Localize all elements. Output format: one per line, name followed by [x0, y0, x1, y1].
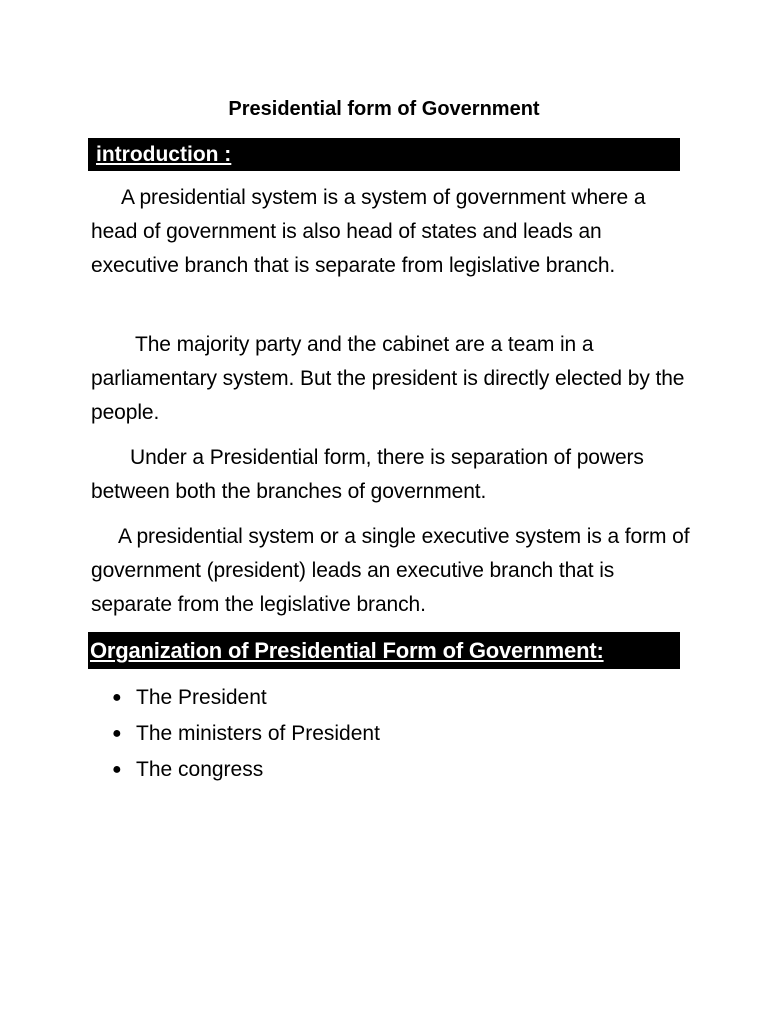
intro-paragraph-2: The majority party and the cabinet are a team in a parliamentary system. But the president is directly elected by the people. [91, 333, 685, 424]
bullet-icon: ● [112, 761, 122, 778]
intro-paragraph-1: A presidential system is a system of government where a head of government is also head of states and leads an executive branch that is separate from legislative branch. [91, 186, 646, 277]
bullet-icon: ● [112, 725, 122, 742]
intro-paragraph-4: A presidential system or a single executive system is a form of government (president) leads an executive branch that is separate from the legislative branch. [91, 525, 690, 616]
list-item [110, 752, 380, 788]
list-item [110, 716, 380, 752]
intro-paragraph-3: Under a Presidential form, there is separation of powers between both the branches of government. [91, 446, 644, 503]
introduction-heading: introduction : [96, 143, 232, 166]
organization-list [110, 680, 380, 788]
organization-heading-bar [88, 632, 680, 669]
page-title: Presidential form of Government [228, 98, 540, 120]
introduction-heading-bar [88, 138, 680, 171]
list-item-label: The President [136, 686, 267, 709]
list-item [110, 680, 380, 716]
list-item-label: The congress [136, 758, 264, 781]
organization-heading: Organization of Presidential Form of Government: [90, 638, 604, 663]
list-item-label: The ministers of President [136, 722, 380, 745]
bullet-icon: ● [112, 689, 122, 706]
